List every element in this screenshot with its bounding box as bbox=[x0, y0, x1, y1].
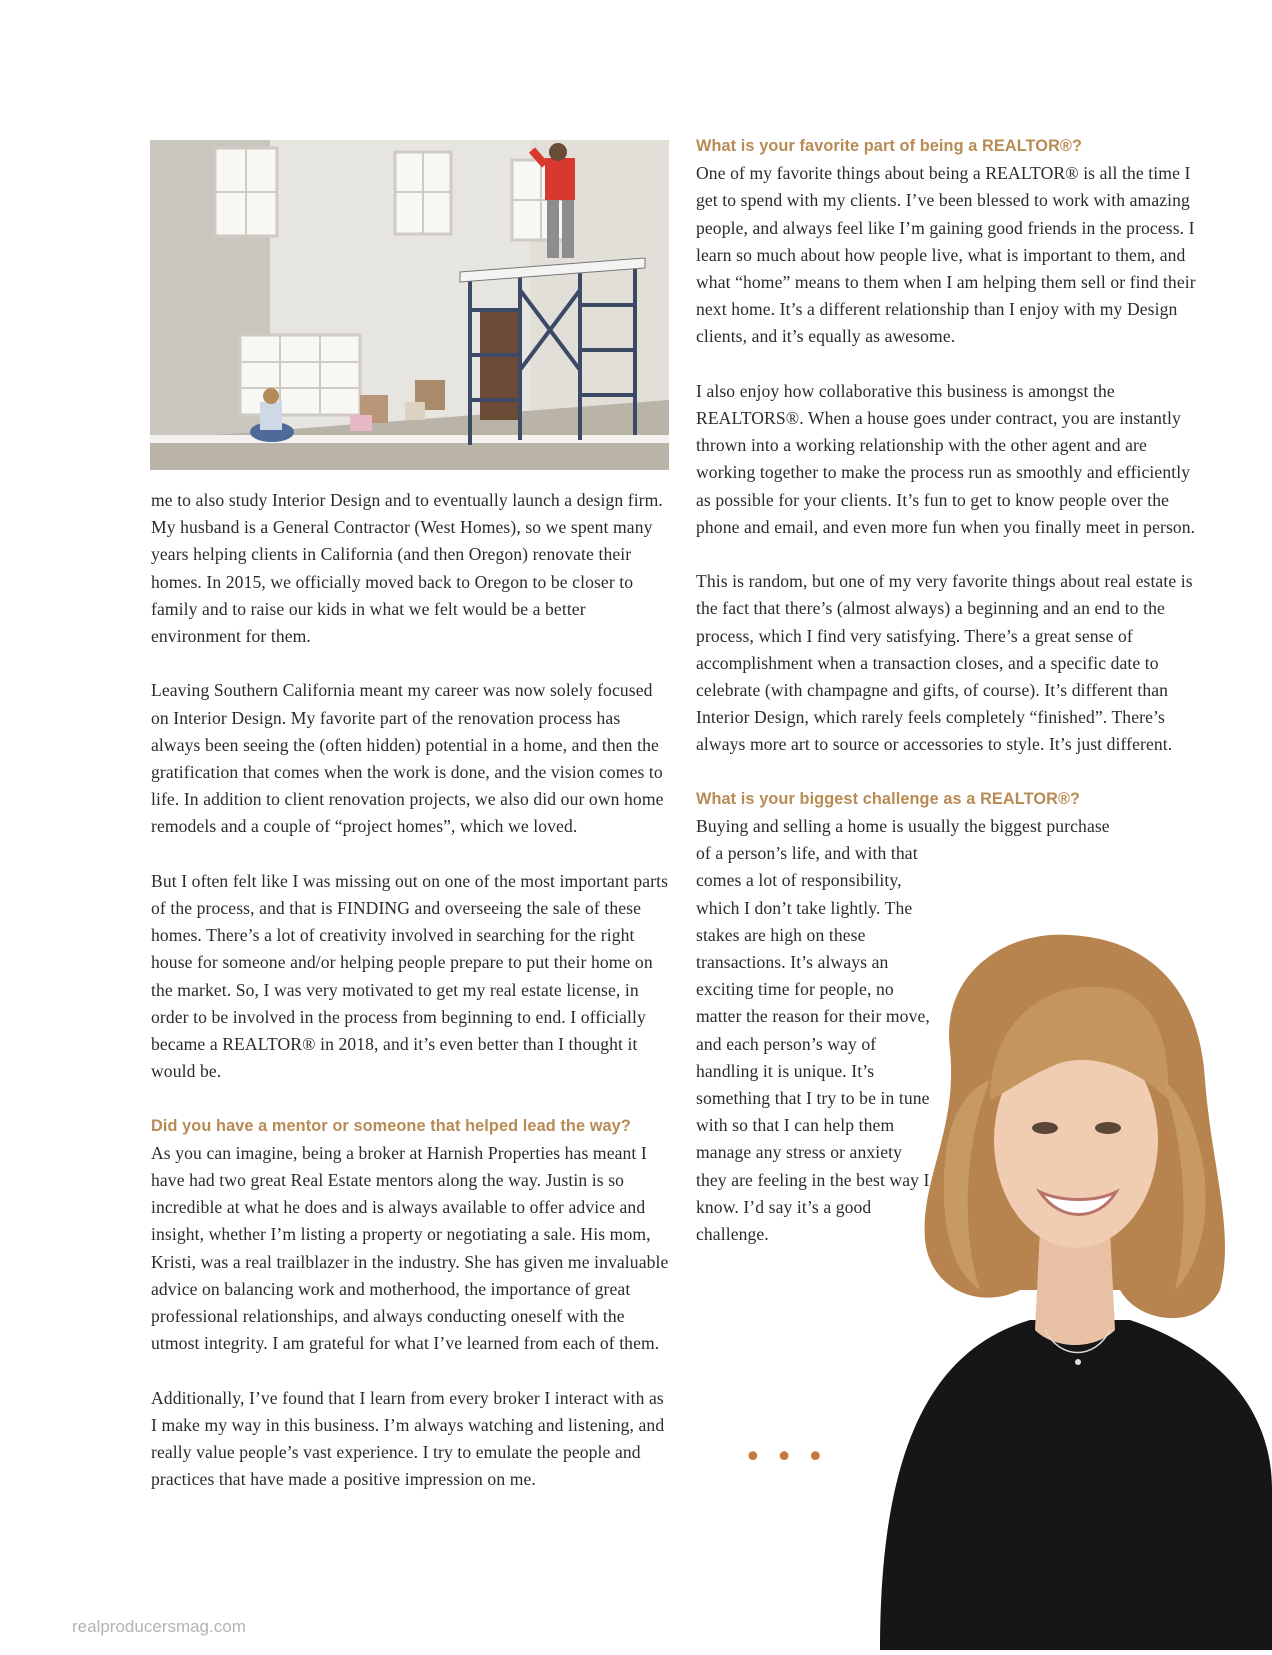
left-column bbox=[151, 487, 671, 1493]
paragraph: I also enjoy how collaborative this business is amongst the REALTORS®. When a house goes under contract, you are instantly thrown into a working relationship with the other agent and are working together to make the process run as smoothly and efficiently as possible for your clients. It’s fun to get to know people over the phone and email, and even more fun when you finally meet in person. bbox=[696, 380, 1196, 537]
end-mark: • • • bbox=[744, 1440, 827, 1475]
challenge-first-line: Buying and selling a home is usually the biggest purchase bbox=[696, 816, 1110, 837]
paragraph: me to also study Interior Design and to eventually launch a design firm. My husband is a General Contractor (West Homes), so we spent many years helping clients in California (and then Oregon) renovate their homes. In 2015, we officially moved back to Oregon to be closer to family and to raise our kids in what we felt would be a better environment for them. bbox=[151, 490, 663, 647]
renovation-photo bbox=[150, 140, 669, 470]
paragraph: Leaving Southern California meant my career was now solely focused on Interior Design. My favorite part of the renovation process has always been seeing the (often hidden) potential in a home, and then the gratification that comes when the work is done, and the vision comes to life. In addition to client renovation projects, we also did our own home remodels and a couple of “project homes”, which we loved. bbox=[151, 680, 664, 837]
paragraph: But I often felt like I was missing out on one of the most important parts of the process, and that is FINDING and overseeing the sale of these homes. There’s a lot of creativity involved in searching for the right house for someone and/or helping people prepare to put their home on the market. So, I was very motivated to get my real estate license, in order to be involved in the process from beginning to end. I officially became a REALTOR® in 2018, and it’s even better than I thought it would be. bbox=[151, 870, 669, 1082]
footer-url[interactable]: realproducersmag.com bbox=[72, 1617, 246, 1636]
portrait-photo bbox=[840, 930, 1272, 1650]
paragraph: One of my favorite things about being a REALTOR® is all the time I get to spend with my clients. I’ve been blessed to work with amazing people, and always feel like I’m gaining good friends in the process. I learn so much about how people live, what is important to them, and what “home” means to them when I am helping them sell or find their next home. It’s a different relationship than I enjoy with my Design clients, and it’s equally as awesome. bbox=[696, 163, 1196, 347]
section-heading-favorite: What is your favorite part of being a REALTOR®? bbox=[696, 137, 1083, 155]
paragraph: As you can imagine, being a broker at Harnish Properties has meant I have had two great Real Estate mentors along the way. Justin is so incredible at what he does and is always available to offer advice and insight, whether I’m listing a property or negotiating a sale. His mom, Kristi, was a real trailblazer in the industry. She has given me invaluable advice on balancing work and motherhood, the importance of great professional relationships, and always conducting oneself with the utmost integrity. I am grateful for what I’ve learned from each of them. bbox=[151, 1142, 669, 1354]
challenge-paragraph: of a person’s life, and with that comes a lot of responsibility, which I don’t take lightly. The stakes are high on these transactions. It’s always an exciting time for people, no matter the reason for their move, and each person’s way of handling it is unique. It’s something that I try to be in tune with so that I can help them manage any stress or anxiety they are feeling in the best way I know. I’d say it’s a good challenge. bbox=[696, 843, 930, 1245]
paragraph: Additionally, I’ve found that I learn from every broker I interact with as I make my way in this business. I’m always watching and listening, and really value people’s vast experience. I try to emulate the people and practices that have made a positive impression on me. bbox=[151, 1387, 665, 1490]
paragraph: This is random, but one of my very favorite things about real estate is the fact that there’s (almost always) a beginning and an end to the process, which I find very satisfying. There’s a great sense of accomplishment when a transaction closes, and a specific date to celebrate (with champagne and gifts, of course). It’s different than Interior Design, which rarely feels completely “finished”. There’s always more art to source or accessories to style. It’s just different. bbox=[696, 571, 1193, 755]
section-heading-challenge: What is your biggest challenge as a REALTOR®? bbox=[696, 789, 1081, 808]
section-heading-mentor: Did you have a mentor or someone that helped lead the way? bbox=[151, 1116, 631, 1135]
